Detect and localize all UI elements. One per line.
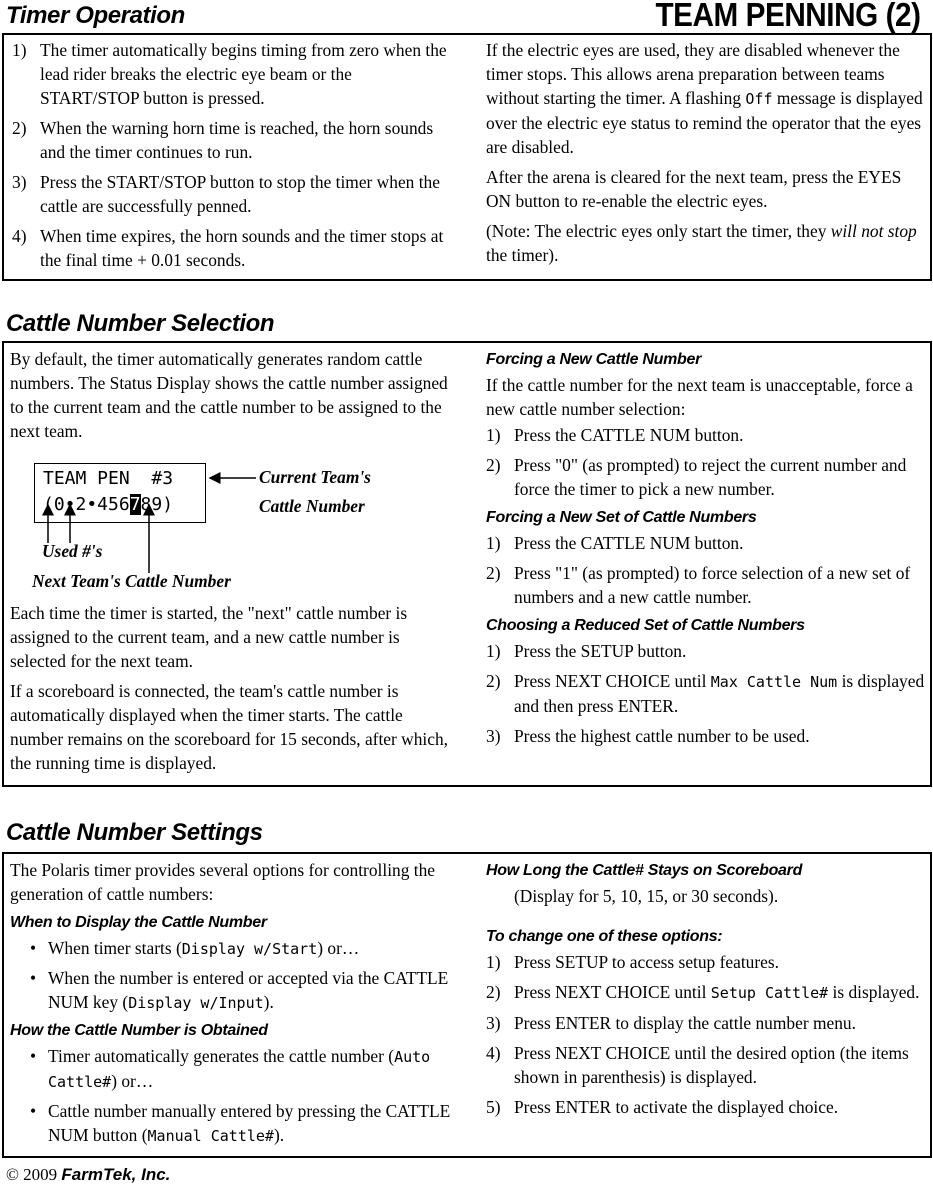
- display-start-code: Display w/Start: [181, 940, 318, 958]
- step-text: The timer automatically begins timing from zero when the lead rider breaks the electric eye beam or the START/STOP button is pressed.: [40, 40, 447, 108]
- change-step-4: Press NEXT CHOICE until the desired option (the items shown in parenthesis) is displayed.: [514, 1043, 909, 1087]
- list-item: 1) Press the SETUP button.: [486, 641, 687, 661]
- step-number: 4): [12, 226, 27, 246]
- when-b1-a: When timer starts (: [48, 938, 182, 958]
- note-emphasis: will not stop: [830, 221, 917, 241]
- list-item: 5) Press ENTER to activate the displayed choice.: [486, 1097, 839, 1117]
- step-number: 3): [12, 172, 27, 192]
- label-current-1: Current Team's: [259, 467, 371, 487]
- list-item: [12, 38, 452, 110]
- list-item: 4) Press NEXT CHOICE until the desired option (the items shown in parenthesis) is displayed.: [486, 1043, 909, 1087]
- section-title-cattle-selection: Cattle Number Selection: [6, 310, 275, 337]
- step-text: Press "1" (as prompted) to force selection of a new set of numbers and a new cattle number.: [514, 563, 911, 607]
- stays-title: How Long the Cattle# Stays on Scoreboard: [486, 862, 803, 879]
- section-title-timer-operation: Timer Operation: [6, 2, 185, 29]
- footer: [6, 1165, 170, 1185]
- when-b2-a: When the number is entered or accepted via the CATTLE NUM key (: [48, 968, 449, 1012]
- step-text: Press the CATTLE NUM button.: [514, 533, 744, 553]
- list-item: 2) Press NEXT CHOICE until Max Cattle Num is displayed and then press ENTER.: [486, 671, 925, 716]
- lcd-line-2b: 89): [140, 494, 174, 515]
- force-new-list: [486, 423, 926, 501]
- change-step-3: Press ENTER to display the cattle number menu.: [514, 1013, 856, 1033]
- lcd-next-number: 7: [129, 494, 141, 515]
- step-number: 2): [486, 455, 501, 475]
- list-item: [486, 453, 926, 501]
- reduced-list: [486, 639, 926, 748]
- company-name: FarmTek, Inc.: [61, 1165, 171, 1184]
- step-text: Press "0" (as prompted) to reject the current number and force the timer to pick a new number.: [514, 455, 907, 499]
- list-item: • When the number is entered or accepted via the CATTLE NUM key (Display w/Input).: [30, 968, 449, 1012]
- settings-left: [10, 858, 452, 1153]
- max-cattle-code: Max Cattle Num: [710, 673, 838, 691]
- list-item: [12, 224, 452, 272]
- selection-right: [486, 347, 926, 754]
- forcing-new-intro: If the cattle number for the next team is unacceptable, force a new cattle number selection:: [486, 375, 913, 419]
- step-number: 1): [12, 40, 27, 60]
- change-step-5: Press ENTER to activate the displayed choice.: [514, 1097, 839, 1117]
- step-number: 2): [12, 118, 27, 138]
- diagram-arrows: [4, 343, 444, 603]
- eyes-disabled-paragraph: [486, 38, 926, 159]
- timer-steps: [12, 38, 452, 278]
- timer-notes: [486, 38, 926, 273]
- copyright: © 2009: [6, 1165, 58, 1184]
- eyes-text-b: message is displayed over the electric eye status to remind the operator that the eyes are disabled.: [486, 88, 923, 157]
- how-b1-b: ) or…: [111, 1071, 154, 1091]
- section-title-cattle-settings: Cattle Number Settings: [6, 819, 263, 846]
- list-item: [12, 170, 452, 218]
- list-item: 3) Press ENTER to display the cattle number menu.: [486, 1013, 856, 1033]
- change-step-2a: Press NEXT CHOICE until: [514, 982, 711, 1002]
- reduced-step-3: Press the highest cattle number to be used.: [514, 726, 810, 746]
- how-b2-a: Cattle number manually entered by pressing the CATTLE NUM button (: [48, 1101, 451, 1145]
- manual-cattle-code: Manual Cattle#: [147, 1127, 274, 1145]
- settings-right: [486, 858, 928, 1125]
- list-item: • Timer automatically generates the cattle number (Auto Cattle#) or…: [30, 1046, 431, 1091]
- page-title: TEAM PENNING (2): [655, 0, 921, 33]
- reduced-step-2a: Press NEXT CHOICE until: [514, 671, 711, 691]
- selection-intro: By default, the timer automatically generates random cattle numbers. The Status Display shows the cattle number assigned to the current team and the cattle number to be assigned to the next team.: [10, 349, 448, 441]
- step-text: When time expires, the horn sounds and the timer stops at the final time + 0.01 seconds.: [40, 226, 444, 270]
- note-paragraph: [486, 219, 926, 267]
- list-item: 2) Press NEXT CHOICE until Setup Cattle# is displayed.: [486, 982, 920, 1002]
- note-text-a: (Note: The electric eyes only start the timer, they: [486, 221, 831, 241]
- step-text: When the warning horn time is reached, the horn sounds and the timer continues to run.: [40, 118, 434, 162]
- change-step-2b: is displayed.: [828, 982, 920, 1002]
- forcing-new-number-title: Forcing a New Cattle Number: [486, 351, 702, 368]
- timer-steps-list: [12, 38, 452, 272]
- cattle-selection-box: [2, 341, 932, 787]
- label-current-2: Cattle Number: [259, 496, 365, 516]
- reduced-step-2b: is displayed and then press ENTER.: [514, 671, 925, 716]
- step-number: 1): [486, 425, 501, 445]
- when-b2-b: ).: [263, 992, 274, 1012]
- stays-text: (Display for 5, 10, 15, or 30 seconds).: [514, 886, 779, 906]
- lcd-line-2a: (0•2•456: [43, 494, 130, 515]
- how-list: [10, 1044, 452, 1148]
- step-number: 2): [486, 563, 501, 583]
- auto-cattle-code: Auto Cattle#: [48, 1048, 431, 1091]
- display-input-code: Display w/Input: [128, 994, 264, 1012]
- reduced-step-1: Press the SETUP button.: [514, 641, 687, 661]
- change-list: [486, 950, 928, 1119]
- list-item: • When timer starts (Display w/Start) or…: [30, 938, 360, 958]
- setup-cattle-code: Setup Cattle#: [710, 984, 829, 1002]
- how-obtained-title: How the Cattle Number is Obtained: [10, 1022, 268, 1039]
- step-number: 1): [486, 533, 501, 553]
- settings-intro: The Polaris timer provides several options for controlling the generation of cattle numbers:: [10, 860, 436, 904]
- when-display-title: When to Display the Cattle Number: [10, 914, 267, 931]
- label-current-team: [259, 465, 371, 518]
- label-next-team: Next Team's Cattle Number: [32, 571, 231, 591]
- step-text: Press the CATTLE NUM button.: [514, 425, 744, 445]
- list-item: 1) Press SETUP to access setup features.: [486, 952, 779, 972]
- list-item: [12, 116, 452, 164]
- list-item: [486, 531, 926, 555]
- force-set-list: [486, 531, 926, 609]
- forcing-new-set-title: Forcing a New Set of Cattle Numbers: [486, 509, 757, 526]
- selection-next-paragraph: Each time the timer is started, the "next" cattle number is assigned to the current team, and a new cattle number is selected for the next team.: [10, 603, 408, 671]
- list-item: [486, 561, 926, 609]
- change-step-1: Press SETUP to access setup features.: [514, 952, 779, 972]
- eyes-on-paragraph: After the arena is cleared for the next team, press the EYES ON button to re-enable the electric eyes.: [486, 167, 902, 211]
- lcd-line-1: TEAM PEN #3: [43, 468, 174, 489]
- list-item: [486, 423, 926, 447]
- when-b1-b: ) or…: [317, 938, 360, 958]
- change-options-title: To change one of these options:: [486, 928, 723, 945]
- selection-scoreboard-paragraph: If a scoreboard is connected, the team's cattle number is automatically displayed when the timer starts. The cattle number remains on the scoreboard for 15 seconds, after which, the running time is displayed.: [10, 681, 449, 773]
- how-b1-a: Timer automatically generates the cattle number (: [48, 1046, 395, 1066]
- note-text-b: the timer).: [486, 245, 559, 265]
- cattle-settings-box: [2, 852, 932, 1158]
- when-list: [10, 936, 452, 1015]
- off-code: Off: [745, 90, 773, 108]
- selection-left-bottom: [10, 601, 450, 781]
- step-text: Press the START/STOP button to stop the timer when the cattle are successfully penned.: [40, 172, 440, 216]
- list-item: • Cattle number manually entered by pressing the CATTLE NUM button (Manual Cattle#).: [30, 1101, 451, 1145]
- reduced-set-title: Choosing a Reduced Set of Cattle Numbers: [486, 617, 805, 634]
- eyes-text-a: If the electric eyes are used, they are disabled whenever the timer stops. This allows arena preparation between teams without starting the timer. A flashing: [486, 40, 900, 108]
- how-b2-b: ).: [273, 1125, 285, 1145]
- label-used-numbers: Used #'s: [42, 541, 103, 561]
- timer-operation-box: [2, 33, 932, 281]
- list-item: 3) Press the highest cattle number to be used.: [486, 726, 810, 746]
